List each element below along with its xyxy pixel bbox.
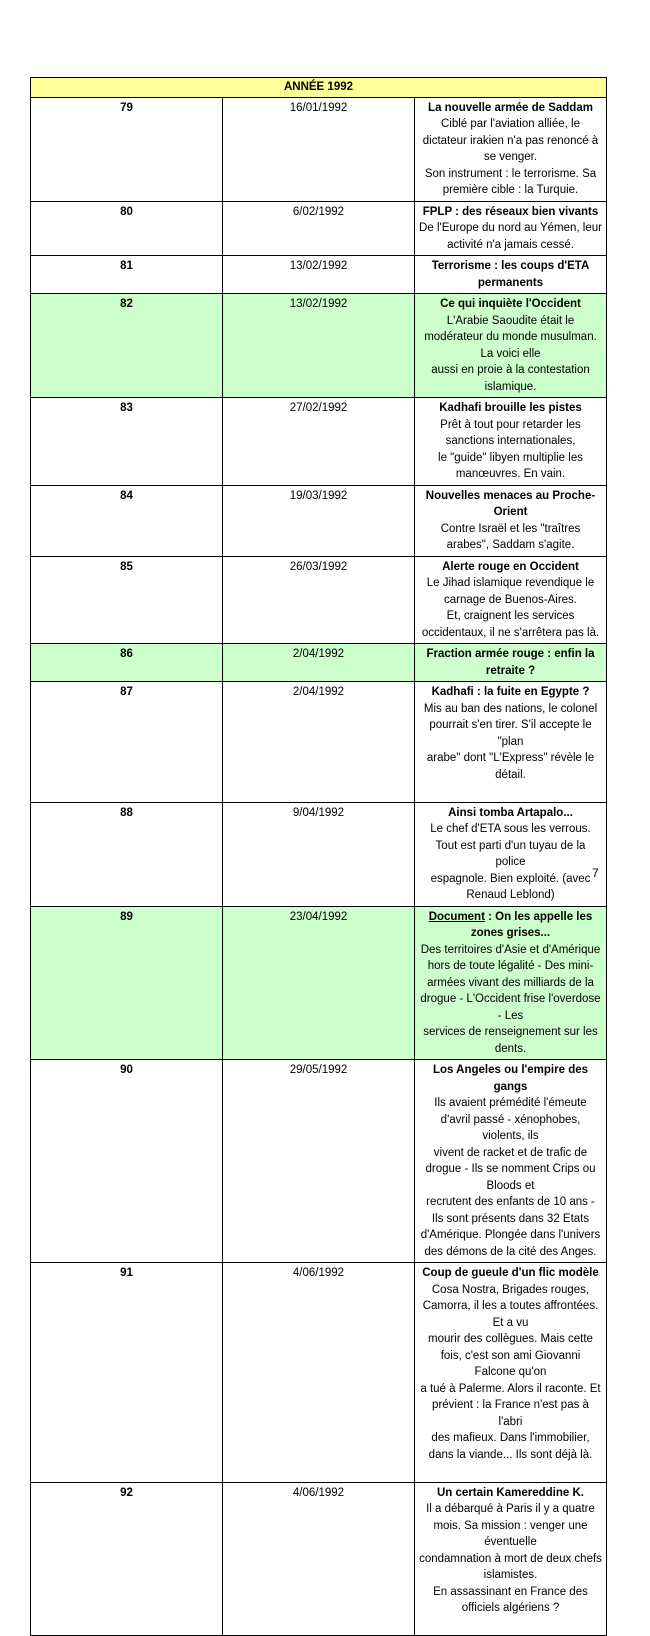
entry-number: 92: [31, 1482, 223, 1636]
entry-text-line: mourir des collègues. Mais cette fois, c'est son ami Giovanni Falcone qu'on: [428, 1333, 593, 1378]
entry-date: 6/02/1992: [223, 201, 415, 256]
entry-date: 9/04/1992: [223, 802, 415, 906]
table-row: [31, 97, 607, 201]
entry-text-line: le "guide" libyen multiplie les manœuvres. En vain.: [438, 451, 583, 480]
entry-title: [419, 400, 602, 417]
entry-text-line: En assassinant en France des officiels algériens ?: [433, 1585, 588, 1614]
entry-text-line: Le Jihad islamique revendique le carnage de Buenos-Aires.: [426, 577, 595, 606]
entry-title: [419, 100, 602, 117]
entry-text-line: Contre Israël et les "traîtres arabes", Saddam s'agite.: [440, 522, 581, 551]
entry-text-line: vivent de racket et de trafic de drogue - Ils se nomment Crips ou Bloods et: [425, 1146, 596, 1192]
entry-text-line: Et, craignent les services occidentaux, il ne s'arrêtera pas là.: [421, 610, 600, 639]
entry-title-text: Fraction armée rouge : enfin la retraite ?: [426, 648, 595, 677]
entry-title-text: Ainsi tomba Artapalo...: [448, 806, 573, 819]
entry-text-line: services de renseignement sur les dents.: [423, 1026, 598, 1055]
entry-title-text: Kadhafi brouille les pistes: [439, 402, 582, 414]
entry-title-text: Un certain Kamereddine K.: [437, 1486, 584, 1499]
table-row: [31, 398, 607, 486]
entry-number: 87: [31, 682, 223, 803]
entry-number: 84: [31, 485, 223, 556]
entry-number: 82: [31, 294, 223, 398]
table-row: [31, 802, 607, 906]
entry-text-line: d'Amérique. Plongée dans l'univers des démons de la cité des Anges.: [420, 1229, 601, 1258]
table-row: [31, 201, 607, 256]
entry-title-text: Los Angeles ou l'empire des gangs: [432, 1064, 589, 1093]
entry-text-line: aussi en proie à la contestation islamique.: [431, 364, 590, 393]
entry-title: [419, 1485, 602, 1502]
entry-number: 89: [31, 906, 223, 1060]
entry-title-text: Alerte rouge en Occident: [442, 560, 579, 573]
entry-text-line: a tué à Palerme. Alors il raconte. Et prévient : la France n'est pas à l'abri: [420, 1382, 601, 1428]
table-row: [31, 485, 607, 556]
year-header: ANNÉE 1992: [31, 78, 607, 98]
entry-date: 16/01/1992: [223, 97, 415, 201]
table-row: [31, 1060, 607, 1263]
entry-title-text: Ce qui inquiète l'Occident: [440, 298, 581, 310]
articles-table: [30, 77, 607, 1636]
entry-title-text: FPLP : des réseaux bien vivants: [422, 205, 599, 218]
entry-content: [415, 682, 607, 803]
entry-text-line: Mis au ban des nations, le colonel pourrait s'en tirer. S'il accepte le "plan: [423, 702, 598, 748]
blank-line: [419, 783, 602, 800]
entry-title: [419, 684, 602, 701]
entry-number: 88: [31, 802, 223, 906]
entry-title-text: : On les appelle les zones grises...: [470, 910, 593, 939]
table-row: [31, 644, 607, 682]
entry-number: 90: [31, 1060, 223, 1263]
entry-title: [419, 559, 602, 576]
entry-number: 80: [31, 201, 223, 256]
entry-title: [419, 258, 602, 291]
entry-date: 4/06/1992: [223, 1482, 415, 1636]
entry-text-line: armées vivant des milliards de la drogue - L'Occident frise l'overdose - Les: [420, 976, 601, 1022]
entry-text-line: Prêt à tout pour retarder les sanctions internationales,: [440, 418, 581, 447]
entry-date: 26/03/1992: [223, 556, 415, 644]
entry-date: 2/04/1992: [223, 682, 415, 803]
entry-number: 86: [31, 644, 223, 682]
table-row: [31, 256, 607, 294]
entry-content: [415, 1060, 607, 1263]
entry-date: 29/05/1992: [223, 1060, 415, 1263]
entry-content: [415, 906, 607, 1060]
entry-content: [415, 1263, 607, 1483]
entry-text-line: Son instrument : le terrorisme. Sa première cible : la Turquie.: [424, 167, 597, 196]
entry-date: 27/02/1992: [223, 398, 415, 486]
entry-number: 81: [31, 256, 223, 294]
entry-title: [419, 909, 602, 942]
entry-title-text: Nouvelles menaces au Proche-Orient: [425, 489, 596, 518]
entry-content: [415, 256, 607, 294]
blank-line: [419, 1463, 602, 1480]
entry-content: [415, 1482, 607, 1636]
table-row: [31, 1263, 607, 1483]
table-row: [31, 1482, 607, 1636]
entry-number: 85: [31, 556, 223, 644]
table-row: [31, 556, 607, 644]
entry-content: [415, 97, 607, 201]
entry-text-line: des mafieux. Dans l'immobilier, dans la viande... Ils sont déjà là.: [428, 1432, 593, 1461]
entry-date: 2/04/1992: [223, 644, 415, 682]
entry-content: [415, 485, 607, 556]
entry-number: 79: [31, 97, 223, 201]
year-header-row: [31, 78, 607, 98]
entry-content: [415, 294, 607, 398]
table-row: [31, 682, 607, 803]
entry-date: 19/03/1992: [223, 485, 415, 556]
entry-text-line: Des territoires d'Asie et d'Amérique hors de toute légalité - Des mini-: [420, 943, 601, 972]
entry-text-line: L'Arabie Saoudite était le modérateur du monde musulman. La voici elle: [424, 314, 597, 360]
entry-text-line: Cosa Nostra, Brigades rouges, Camorra, il les a toutes affrontées. Et a vu: [422, 1283, 599, 1329]
entry-content: [415, 201, 607, 256]
entry-text-line: espagnole. Bien exploité. (avec Renaud Leblond): [430, 872, 591, 901]
table-row: [31, 906, 607, 1060]
entry-title-text: Terrorisme : les coups d'ETA permanents: [431, 260, 590, 289]
entry-title: [419, 488, 602, 521]
page-number: 7: [592, 866, 599, 880]
entry-date: 13/02/1992: [223, 256, 415, 294]
entry-text-line: recrutent des enfants de 10 ans - Ils sont présents dans 32 Etats: [426, 1196, 595, 1225]
entry-text-line: condamnation à mort de deux chefs islamistes.: [419, 1552, 602, 1581]
entry-content: [415, 802, 607, 906]
entry-number: 83: [31, 398, 223, 486]
entry-text-line: Il a débarqué à Paris il y a quatre mois. Sa mission : venger une éventuelle: [426, 1503, 595, 1548]
entry-title-text: Kadhafi : la fuite en Egypte ?: [431, 686, 590, 698]
entry-title-text: La nouvelle armée de Saddam: [428, 101, 593, 114]
entry-content: [415, 644, 607, 682]
entry-title: [419, 204, 602, 221]
entry-text-line: De l'Europe du nord au Yémen, leur activité n'a jamais cessé.: [419, 222, 602, 251]
entry-title: [419, 1062, 602, 1095]
entry-date: 23/04/1992: [223, 906, 415, 1060]
entry-text-line: Ciblé par l'aviation alliée, le dictateur irakien n'a pas renoncé à se venger.: [422, 118, 599, 163]
entry-date: 13/02/1992: [223, 294, 415, 398]
entry-text-line: arabe" dont "L'Express" révèle le détail.: [426, 752, 595, 781]
entry-content: [415, 398, 607, 486]
entry-title: [419, 805, 602, 822]
entry-date: 4/06/1992: [223, 1263, 415, 1483]
entry-text-line: Ils avaient prémédité l'émeute d'avril passé - xénophobes, violents, ils: [434, 1097, 587, 1142]
entry-title: [419, 646, 602, 679]
entry-title: [419, 296, 602, 313]
blank-line: [419, 1617, 602, 1634]
entry-title-text: Coup de gueule d'un flic modèle: [422, 1267, 599, 1279]
entry-title-prefix: Document: [428, 910, 485, 923]
entry-content: [415, 556, 607, 644]
entry-title: [419, 1265, 602, 1282]
entry-text-line: Le chef d'ETA sous les verrous. Tout est parti d'un tuyau de la police: [430, 823, 591, 868]
entry-number: 91: [31, 1263, 223, 1483]
table-row: [31, 294, 607, 398]
